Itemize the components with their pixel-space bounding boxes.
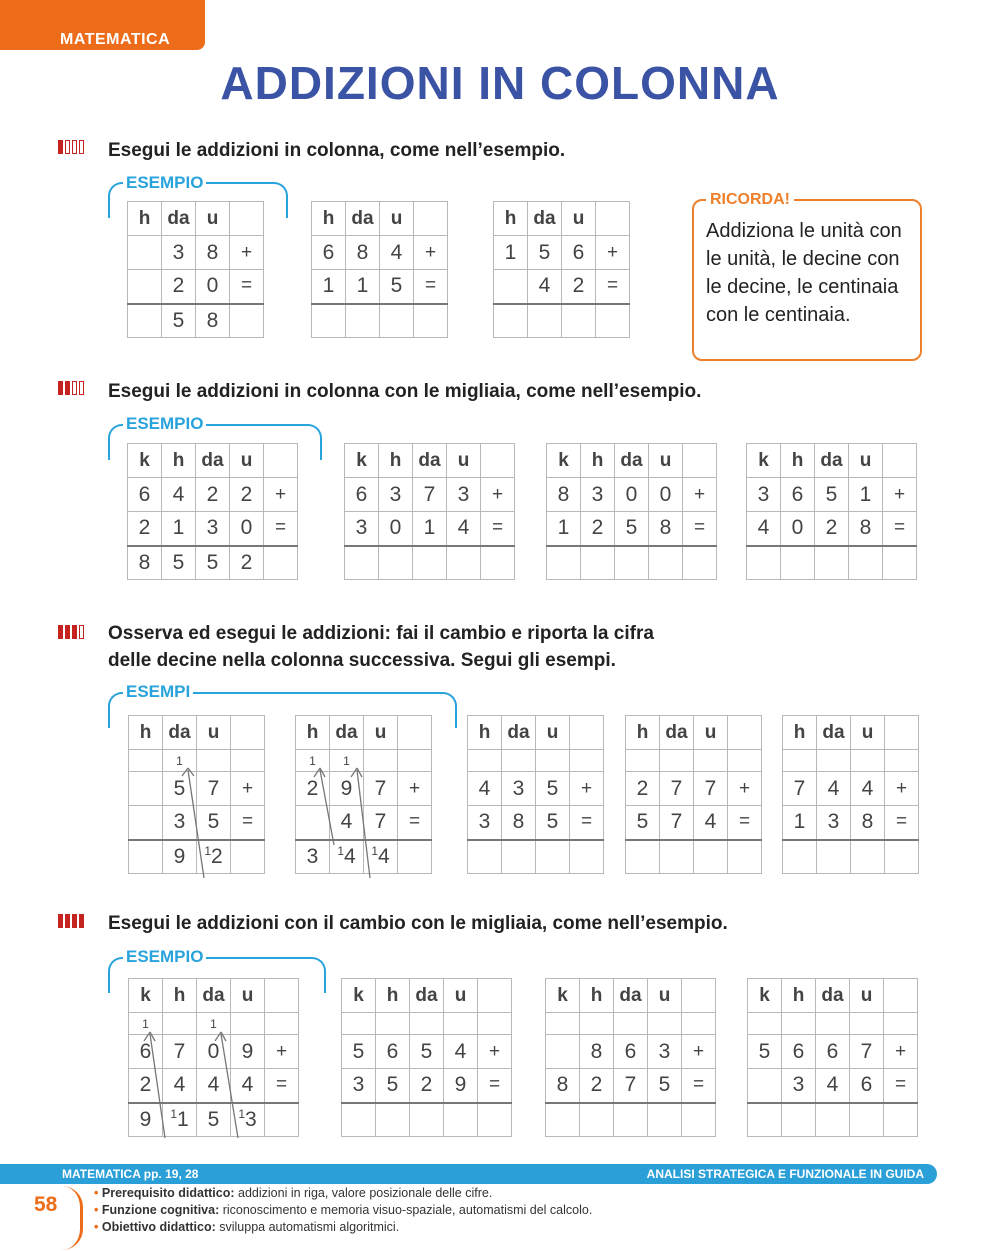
equals-sign: = [231, 806, 265, 840]
column-header-da: da [816, 979, 850, 1013]
column-header-da: da [660, 716, 694, 750]
carry-cell: 1 [197, 1013, 231, 1035]
plus-sign: + [398, 772, 432, 806]
column-header-da: da [817, 716, 851, 750]
digit-cell: 4 [444, 1035, 478, 1069]
column-header-k: k [547, 444, 581, 478]
column-header-da: da [163, 716, 197, 750]
footer-guide-link: ANALISI STRATEGICA E FUNZIONALE IN GUIDA [646, 1167, 924, 1181]
digit-cell: 7 [364, 806, 398, 840]
digit-cell: 5 [815, 478, 849, 512]
digit-cell: 3 [468, 806, 502, 840]
digit-cell: 4 [447, 512, 481, 546]
equals-sign: = [478, 1069, 512, 1103]
digit-cell: 2 [581, 512, 615, 546]
column-header-da: da [502, 716, 536, 750]
carry-arrow [188, 770, 204, 878]
digit-cell: 2 [580, 1069, 614, 1103]
digit-cell: 4 [380, 236, 414, 270]
digit-cell: 7 [783, 772, 817, 806]
digit-cell: 3 [817, 806, 851, 840]
plus-sign: + [478, 1035, 512, 1069]
digit-cell: 9 [444, 1069, 478, 1103]
equals-sign: = [683, 512, 717, 546]
equals-sign: = [728, 806, 762, 840]
column-header-da: da [413, 444, 447, 478]
column-header-h: h [163, 979, 197, 1013]
column-header-h: h [468, 716, 502, 750]
footer-note: • Prerequisito didattico: addizioni in riga, valore posizionale delle cifre. [94, 1186, 493, 1200]
digit-cell: 6 [376, 1035, 410, 1069]
digit-cell: 6 [312, 236, 346, 270]
example-label-3: ESEMPI [123, 683, 193, 701]
column-header-u: u [850, 979, 884, 1013]
digit-cell: 1 [312, 270, 346, 304]
example-label-2: ESEMPIO [123, 415, 206, 433]
digit-cell: 8 [502, 806, 536, 840]
digit-cell: 4 [816, 1069, 850, 1103]
digit-cell: 4 [162, 478, 196, 512]
subject-label: MATEMATICA [60, 31, 171, 48]
column-header-da: da [196, 444, 230, 478]
digit-cell: 6 [128, 478, 162, 512]
column-header-u: u [196, 202, 230, 236]
equals-sign: = [883, 512, 917, 546]
column-header-h: h [782, 979, 816, 1013]
digit-cell: 0 [649, 478, 683, 512]
digit-cell: 3 [196, 512, 230, 546]
digit-cell: 7 [163, 1035, 197, 1069]
digit-cell: 5 [648, 1069, 682, 1103]
digit-cell: 5 [536, 772, 570, 806]
digit-cell: 8 [196, 236, 230, 270]
plus-sign: + [265, 1035, 299, 1069]
column-header-u: u [444, 979, 478, 1013]
digit-cell: 9 [330, 772, 364, 806]
plus-sign: + [231, 772, 265, 806]
plus-sign: + [414, 236, 448, 270]
equals-sign: = [885, 806, 919, 840]
plus-sign: + [264, 478, 298, 512]
carry-mark: 1 [337, 844, 344, 859]
carry-cell: 1 [296, 750, 330, 772]
footer-note: • Obiettivo didattico: sviluppa automatismi algoritmici. [94, 1220, 400, 1234]
digit-cell: 0 [379, 512, 413, 546]
digit-cell: 2 [230, 478, 264, 512]
carry-cell: 1 [163, 750, 197, 772]
digit-cell: 6 [345, 478, 379, 512]
digit-cell: 5 [380, 270, 414, 304]
column-header-u: u [197, 716, 231, 750]
digit-cell: 8 [649, 512, 683, 546]
digit-cell: 3 [342, 1069, 376, 1103]
digit-cell: 6 [782, 1035, 816, 1069]
result-digit: 5 [172, 308, 185, 332]
digit-cell: 6 [850, 1069, 884, 1103]
column-header-u: u [447, 444, 481, 478]
digit-cell: 1 [547, 512, 581, 546]
digit-cell: 6 [781, 478, 815, 512]
column-header-u: u [364, 716, 398, 750]
column-header-h: h [376, 979, 410, 1013]
column-header-h: h [626, 716, 660, 750]
column-header-k: k [748, 979, 782, 1013]
column-header-u: u [849, 444, 883, 478]
equals-sign: = [398, 806, 432, 840]
result-digit: 3 [245, 1108, 257, 1132]
plus-sign: + [683, 478, 717, 512]
example-label-4: ESEMPIO [123, 948, 206, 966]
digit-cell: 0 [197, 1035, 231, 1069]
column-header-h: h [494, 202, 528, 236]
column-header-u: u [648, 979, 682, 1013]
column-header-h: h [581, 444, 615, 478]
digit-cell: 4 [851, 772, 885, 806]
column-header-u: u [380, 202, 414, 236]
footer-note: • Funzione cognitiva: riconoscimento e memoria visuo-spaziale, automatismi del calcolo. [94, 1203, 593, 1217]
column-header-k: k [747, 444, 781, 478]
equals-sign: = [265, 1069, 299, 1103]
digit-cell: 2 [562, 270, 596, 304]
example-label-1: ESEMPIO [123, 174, 206, 192]
exercise-2-title: Esegui le addizioni in colonna con le migliaia, come nell’esempio. [108, 381, 702, 402]
column-header-h: h [296, 716, 330, 750]
digit-cell: 3 [345, 512, 379, 546]
digit-cell: 0 [230, 512, 264, 546]
digit-cell: 2 [296, 772, 330, 806]
result-digit: 9 [173, 844, 186, 868]
result-digit: 2 [240, 550, 253, 574]
digit-cell: 5 [748, 1035, 782, 1069]
carry-cell: 1 [330, 750, 364, 772]
remember-text: Addiziona le unità con le unità, le decine con le decine, le centinaia con le centinaia. [706, 220, 902, 326]
digit-cell: 5 [342, 1035, 376, 1069]
result-digit: 9 [139, 1107, 152, 1131]
digit-cell: 1 [346, 270, 380, 304]
digit-cell: 1 [494, 236, 528, 270]
plus-sign: + [230, 236, 264, 270]
plus-sign: + [883, 478, 917, 512]
column-header-u: u [231, 979, 265, 1013]
carry-mark: 1 [238, 1107, 245, 1122]
digit-cell: 7 [413, 478, 447, 512]
digit-cell: 3 [782, 1069, 816, 1103]
digit-cell: 8 [346, 236, 380, 270]
digit-cell: 7 [197, 772, 231, 806]
digit-cell: 4 [528, 270, 562, 304]
result-digit: 4 [378, 845, 390, 869]
equals-sign: = [884, 1069, 918, 1103]
column-header-h: h [781, 444, 815, 478]
equals-sign: = [570, 806, 604, 840]
digit-cell: 4 [694, 806, 728, 840]
footer-reference: MATEMATICA pp. 19, 28 [62, 1167, 199, 1181]
equals-sign: = [414, 270, 448, 304]
digit-cell: 4 [817, 772, 851, 806]
column-header-da: da [528, 202, 562, 236]
digit-cell: 8 [547, 478, 581, 512]
exercise-1-title: Esegui le addizioni in colonna, come nell’esempio. [108, 140, 566, 161]
digit-cell: 3 [648, 1035, 682, 1069]
column-header-h: h [312, 202, 346, 236]
digit-cell: 4 [468, 772, 502, 806]
carry-arrow [357, 770, 370, 878]
digit-cell: 3 [163, 806, 197, 840]
column-header-h: h [783, 716, 817, 750]
plus-sign: + [596, 236, 630, 270]
digit-cell: 7 [850, 1035, 884, 1069]
equals-sign: = [481, 512, 515, 546]
digit-cell: 6 [816, 1035, 850, 1069]
result-digit: 8 [138, 550, 151, 574]
result-digit: 5 [207, 1107, 220, 1131]
column-header-h: h [379, 444, 413, 478]
column-header-da: da [162, 202, 196, 236]
carry-arrow [150, 1034, 165, 1138]
digit-cell: 4 [163, 1069, 197, 1103]
column-header-da: da [815, 444, 849, 478]
column-header-da: da [410, 979, 444, 1013]
equals-sign: = [230, 270, 264, 304]
column-header-u: u [536, 716, 570, 750]
result-digit: 1 [177, 1108, 189, 1132]
digit-cell: 3 [162, 236, 196, 270]
digit-cell: 0 [615, 478, 649, 512]
column-header-da: da [330, 716, 364, 750]
digit-cell: 2 [162, 270, 196, 304]
carry-mark: 1 [170, 1107, 177, 1122]
plus-sign: + [481, 478, 515, 512]
plus-sign: + [885, 772, 919, 806]
digit-cell: 8 [580, 1035, 614, 1069]
digit-cell: 4 [747, 512, 781, 546]
digit-cell: 3 [447, 478, 481, 512]
digit-cell: 1 [783, 806, 817, 840]
plus-sign: + [728, 772, 762, 806]
page-title: ADDIZIONI IN COLONNA [220, 57, 780, 109]
digit-cell: 7 [660, 772, 694, 806]
carry-cell: 1 [129, 1013, 163, 1035]
column-header-da: da [197, 979, 231, 1013]
digit-cell: 1 [849, 478, 883, 512]
digit-cell: 4 [330, 806, 364, 840]
column-header-k: k [342, 979, 376, 1013]
column-header-u: u [694, 716, 728, 750]
column-header-k: k [546, 979, 580, 1013]
digit-cell: 8 [851, 806, 885, 840]
carry-mark: 1 [371, 844, 378, 859]
column-header-da: da [614, 979, 648, 1013]
column-header-k: k [128, 444, 162, 478]
digit-cell: 4 [231, 1069, 265, 1103]
column-header-k: k [345, 444, 379, 478]
digit-cell: 3 [747, 478, 781, 512]
plus-sign: + [682, 1035, 716, 1069]
digit-cell: 7 [660, 806, 694, 840]
digit-cell: 5 [626, 806, 660, 840]
result-digit: 5 [172, 550, 185, 574]
plus-sign: + [884, 1035, 918, 1069]
digit-cell: 1 [413, 512, 447, 546]
digit-cell: 3 [581, 478, 615, 512]
digit-cell: 4 [197, 1069, 231, 1103]
digit-cell: 0 [781, 512, 815, 546]
equals-sign: = [682, 1069, 716, 1103]
digit-cell: 5 [528, 236, 562, 270]
digit-cell: 2 [129, 1069, 163, 1103]
digit-cell: 5 [376, 1069, 410, 1103]
digit-cell: 2 [410, 1069, 444, 1103]
column-header-u: u [649, 444, 683, 478]
column-header-da: da [346, 202, 380, 236]
column-header-u: u [851, 716, 885, 750]
digit-cell: 1 [162, 512, 196, 546]
digit-cell: 8 [546, 1069, 580, 1103]
result-digit: 2 [211, 845, 223, 869]
column-header-h: h [128, 202, 162, 236]
digit-cell: 6 [129, 1035, 163, 1069]
remember-title: RICORDA! [706, 190, 794, 210]
result-digit: 8 [206, 308, 219, 332]
column-header-h: h [162, 444, 196, 478]
digit-cell: 9 [231, 1035, 265, 1069]
column-header-u: u [562, 202, 596, 236]
digit-cell: 5 [536, 806, 570, 840]
digit-cell: 7 [614, 1069, 648, 1103]
column-header-h: h [129, 716, 163, 750]
result-digit: 5 [206, 550, 219, 574]
digit-cell: 3 [379, 478, 413, 512]
digit-cell: 2 [815, 512, 849, 546]
digit-cell: 2 [196, 478, 230, 512]
result-digit: 3 [306, 844, 319, 868]
column-header-u: u [230, 444, 264, 478]
digit-cell: 5 [197, 806, 231, 840]
exercise-3-title-line1: Osserva ed esegui le addizioni: fai il cambio e riporta la cifra [108, 623, 654, 644]
digit-cell: 2 [626, 772, 660, 806]
carry-arrow [221, 1034, 238, 1138]
digit-cell: 6 [562, 236, 596, 270]
digit-cell: 5 [410, 1035, 444, 1069]
equals-sign: = [264, 512, 298, 546]
digit-cell: 7 [364, 772, 398, 806]
page-number: 58 [34, 1193, 58, 1216]
result-digit: 4 [344, 845, 356, 869]
digit-cell: 5 [163, 772, 197, 806]
column-header-k: k [129, 979, 163, 1013]
digit-cell: 3 [502, 772, 536, 806]
column-header-da: da [615, 444, 649, 478]
digit-cell: 2 [128, 512, 162, 546]
digit-cell: 0 [196, 270, 230, 304]
digit-cell: 8 [849, 512, 883, 546]
carry-mark: 1 [204, 844, 211, 859]
exercise-3-title-line2: delle decine nella colonna successiva. Segui gli esempi. [108, 650, 616, 671]
digit-cell: 5 [615, 512, 649, 546]
column-header-h: h [580, 979, 614, 1013]
exercise-4-title: Esegui le addizioni con il cambio con le migliaia, come nell’esempio. [108, 913, 728, 934]
plus-sign: + [570, 772, 604, 806]
digit-cell: 7 [694, 772, 728, 806]
carry-arrow [320, 770, 334, 845]
digit-cell: 6 [614, 1035, 648, 1069]
equals-sign: = [596, 270, 630, 304]
